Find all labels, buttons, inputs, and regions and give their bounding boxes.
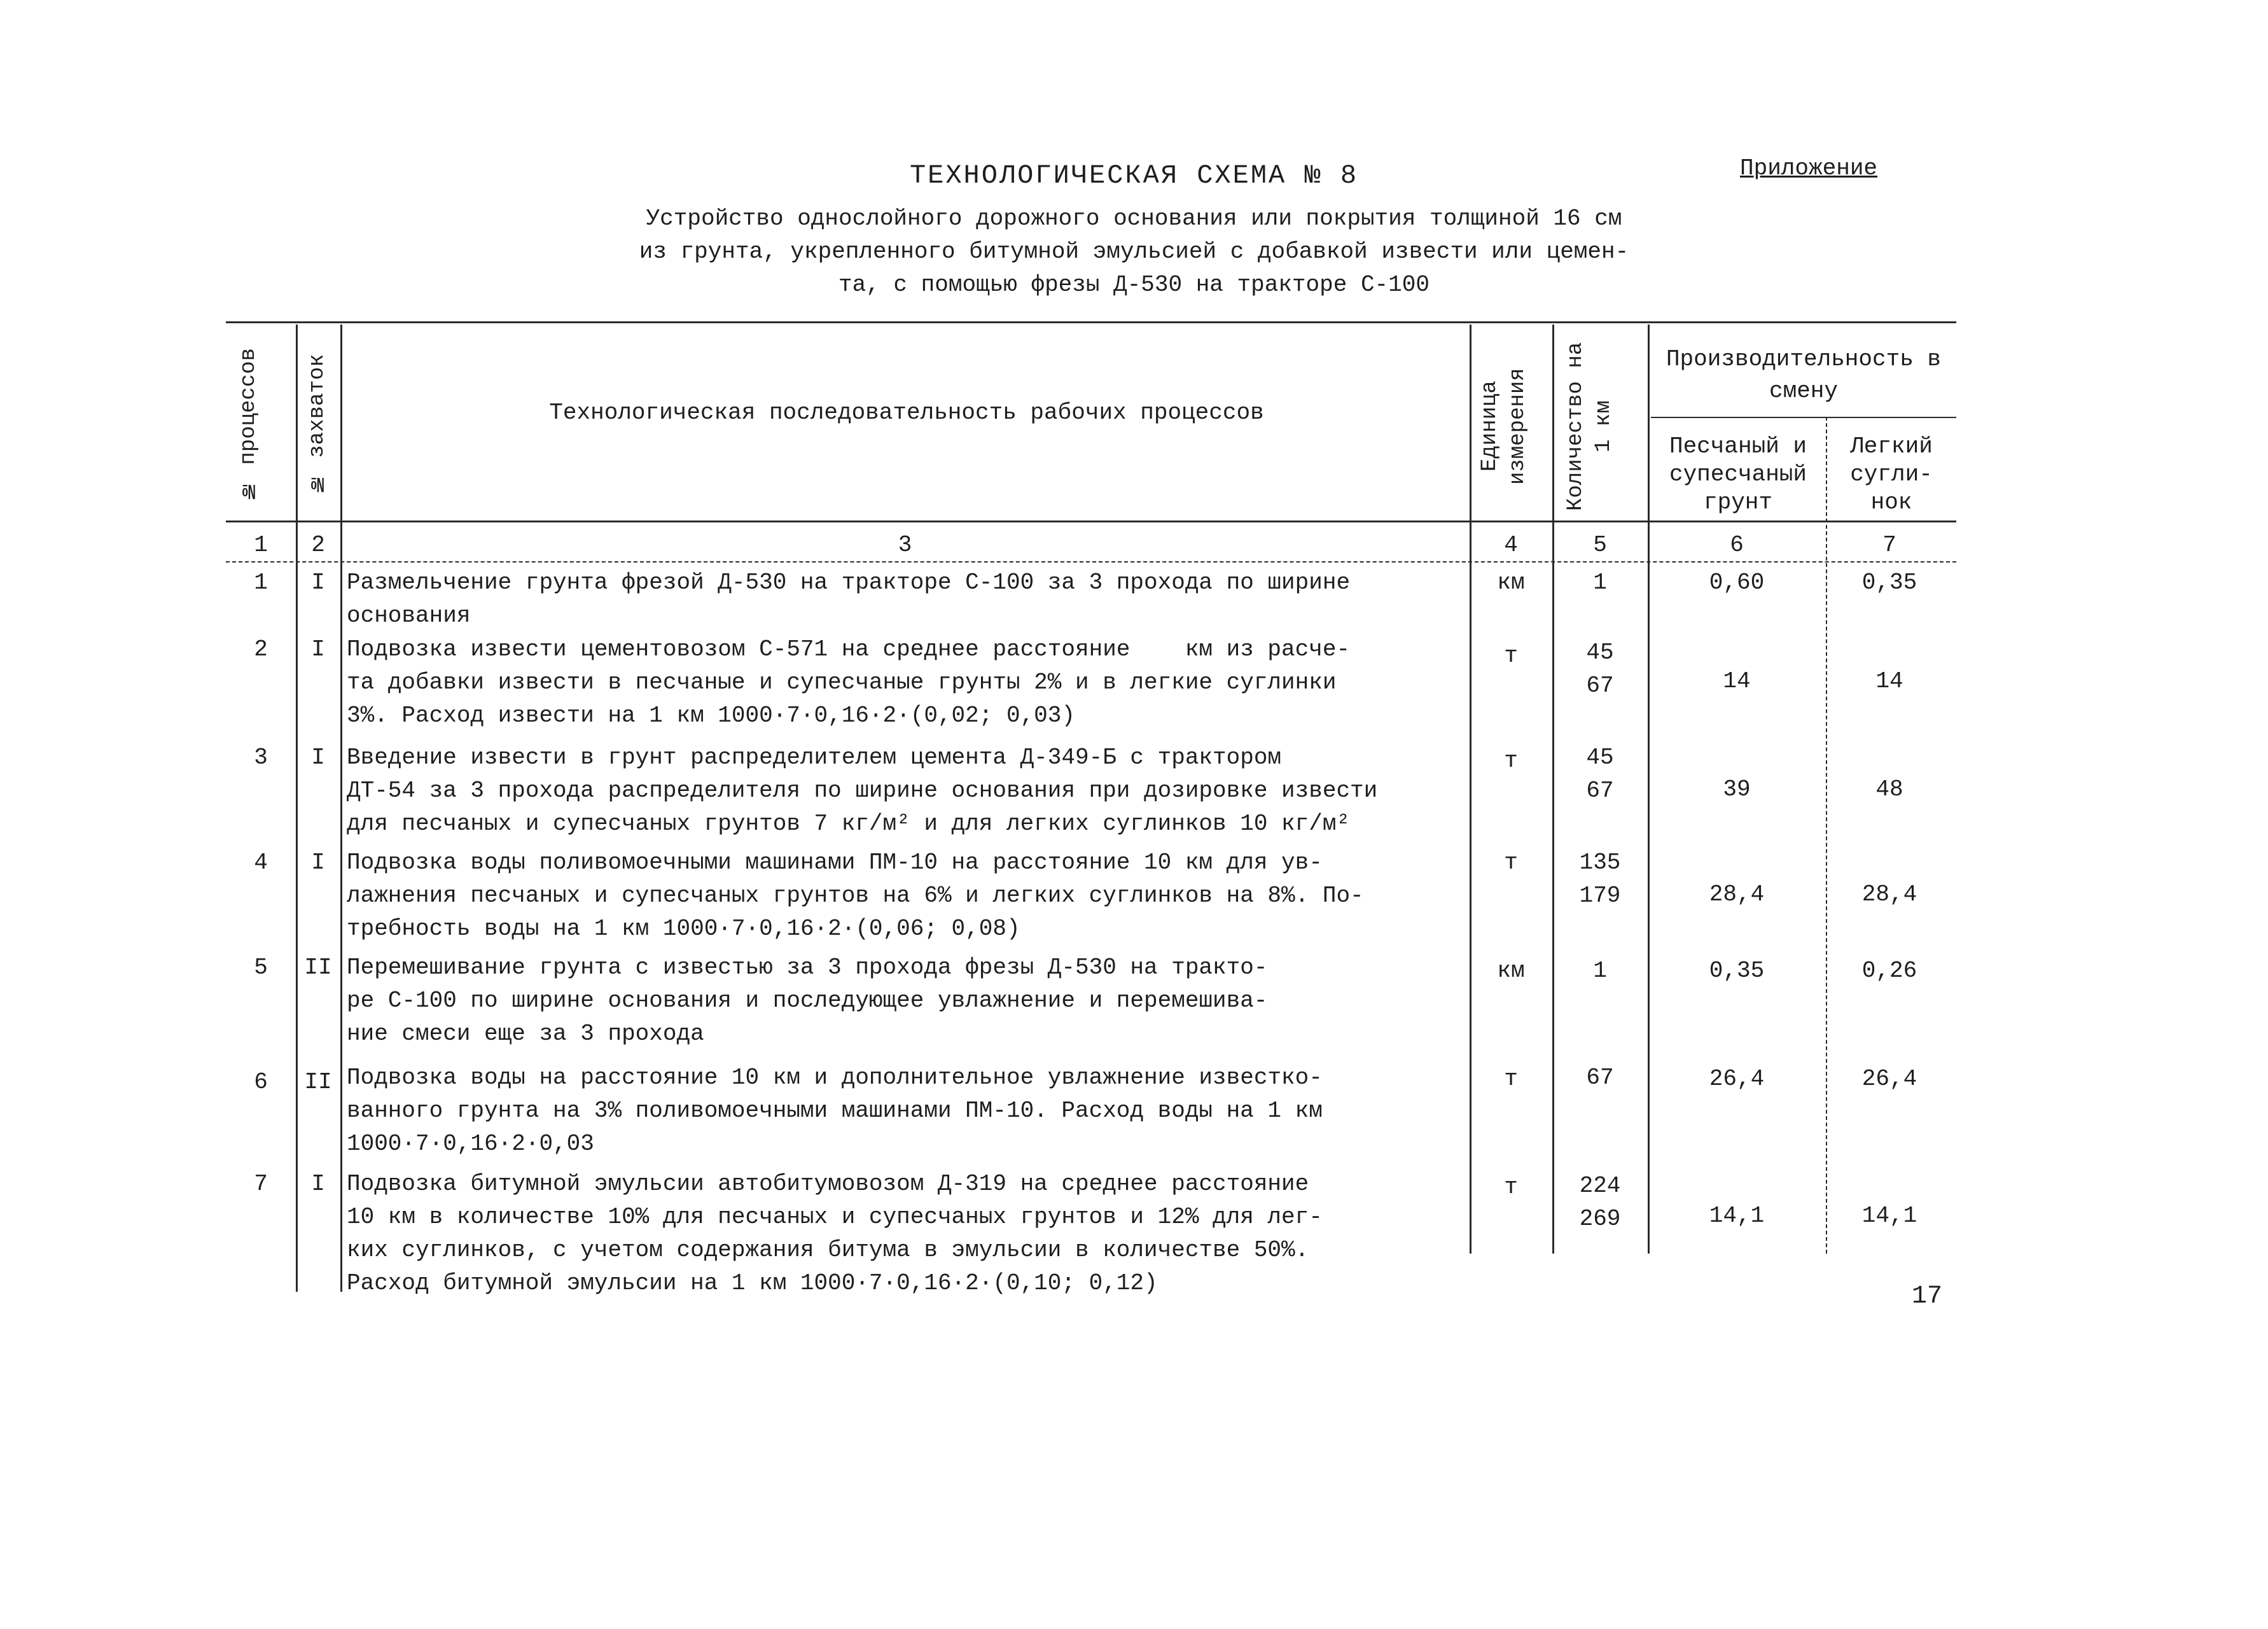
row-description: Подвозка извести цементовозом С-571 на среднее расстояние км из расче- та добавки извести в песчаные и супесчаные грунты 2% и в легкие суглинки 3%. Расход извести на 1 км 1000·7·0,16·2·(0,02; 0,03) [347, 636, 1351, 729]
row-process-no: 5 [254, 954, 268, 981]
column-number: 3 [898, 532, 912, 558]
row-description: Подвозка воды на расстояние 10 км и дополнительное увлажнение известко- ванного грунта на 3% поливомоечными машинами ПМ-10. Расход воды на 1 км 1000·7·0,16·2·0,03 [347, 1065, 1323, 1157]
row-productivity-loam: 14 [1875, 668, 1903, 694]
row-stage-no: I [311, 1171, 325, 1197]
column-number: 1 [254, 532, 268, 558]
column-number: 7 [1882, 532, 1896, 558]
row-productivity-sandy: 14 [1723, 668, 1751, 694]
row-productivity-loam: 14,1 [1861, 1203, 1917, 1229]
row-stage-no: I [311, 849, 325, 876]
header-bottom-rule [226, 521, 1956, 522]
row-productivity-sandy: 0,35 [1709, 958, 1765, 984]
row-process-no: 6 [254, 1069, 268, 1095]
row-process-no: 2 [254, 636, 268, 662]
row-productivity-loam: 26,4 [1861, 1066, 1917, 1092]
row-process-no: 1 [254, 570, 268, 596]
column-number: 2 [311, 532, 325, 558]
row-quantity: 1 [1593, 958, 1607, 984]
row-unit: т [1504, 1066, 1518, 1092]
subtitle-line: Устройство однослойного дорожного основания или покрытия толщиной 16 см [646, 206, 1622, 232]
column-number: 4 [1504, 532, 1518, 558]
row-unit: км [1497, 958, 1525, 984]
col-divider-1 [296, 325, 298, 1292]
row-description: Подвозка битумной эмульсии автобитумовозом Д-319 на среднее расстояние 10 км в количестве 10% для песчаных и супесчаных грунтов и 12% для лег- ких суглинков, с учетом содержания битума в эмульсии в количестве 50%. Расход битумной эмульсии на 1 км 1000·7·0,16·2·(0,10; 0,12) [347, 1171, 1323, 1296]
row-quantity: 67 [1586, 1065, 1614, 1091]
subtitle-line: из грунта, укрепленного битумной эмульсией с добавкой извести или цемен- [639, 239, 1629, 265]
row-productivity-loam: 0,26 [1861, 958, 1917, 984]
col-divider-3 [1470, 325, 1471, 1254]
row-productivity-loam: 48 [1875, 776, 1903, 802]
row-productivity-sandy: 0,60 [1709, 570, 1765, 596]
row-productivity-sandy: 39 [1723, 776, 1751, 802]
row-description: Введение извести в грунт распределителем цемента Д-349-Б с трактором ДТ-54 за 3 прохода распределителя по ширине основания при дозировке извести для песчаных и супесчаных грунтов 7 кг/м² и для легких суглинков 10 кг/м² [347, 745, 1378, 837]
row-unit: т [1504, 1174, 1518, 1200]
row-unit: т [1504, 748, 1518, 774]
header-unit: Единица измерения [1478, 368, 1530, 485]
header-light-loam: Легкий сугли- нок [1850, 433, 1933, 515]
row-stage-no: II [304, 1069, 332, 1095]
row-productivity-sandy: 28,4 [1709, 881, 1765, 907]
row-quantity: 45 67 [1586, 640, 1614, 699]
column-number-rule [226, 561, 1956, 563]
header-sequence: Технологическая последовательность рабочих процессов [549, 400, 1264, 426]
row-process-no: 7 [254, 1171, 268, 1197]
column-number: 6 [1730, 532, 1744, 558]
row-description: Перемешивание грунта с известью за 3 прохода фрезы Д-530 на тракто- ре С-100 по ширине основания и последующее увлажнение и перемешива- ние смеси еще за 3 прохода [347, 954, 1268, 1047]
row-unit: т [1504, 849, 1518, 876]
header-quantity: Количество на 1 км [1564, 342, 1616, 511]
subtitle-line: та, с помощью фрезы Д-530 на тракторе С-100 [838, 272, 1430, 298]
row-process-no: 4 [254, 849, 268, 876]
annex-label: Приложение [1740, 155, 1878, 181]
document-title: ТЕХНОЛОГИЧЕСКАЯ СХЕМА № 8 [909, 160, 1359, 191]
row-stage-no: I [311, 745, 325, 771]
column-number: 5 [1593, 532, 1607, 558]
row-productivity-sandy: 14,1 [1709, 1203, 1765, 1229]
document-subtitle [0, 202, 2268, 302]
row-quantity: 135 179 [1579, 849, 1621, 909]
row-stage-no: I [311, 570, 325, 596]
header-sandy-soil: Песчаный и супесчаный грунт [1669, 433, 1807, 515]
header-stage-no: № захваток [305, 354, 330, 496]
row-quantity: 224 269 [1579, 1173, 1621, 1232]
table-top-rule [226, 321, 1956, 323]
row-stage-no: I [311, 636, 325, 662]
page-number: 17 [1912, 1282, 1943, 1311]
header-process-no: № процессов [237, 347, 261, 502]
row-quantity: 45 67 [1586, 745, 1614, 804]
row-productivity-loam: 0,35 [1861, 570, 1917, 596]
row-productivity-sandy: 26,4 [1709, 1066, 1765, 1092]
row-description: Размельчение грунта фрезой Д-530 на тракторе С-100 за 3 прохода по ширине основания [347, 570, 1351, 629]
col-divider-2 [340, 325, 342, 1292]
row-quantity: 1 [1593, 570, 1607, 596]
row-unit: км [1497, 570, 1525, 596]
row-productivity-loam: 28,4 [1861, 881, 1917, 907]
row-process-no: 3 [254, 745, 268, 771]
row-unit: т [1504, 643, 1518, 669]
subheader-rule [1651, 417, 1956, 418]
header-productivity: Производительность в смену [1666, 346, 1942, 404]
row-stage-no: II [304, 954, 332, 981]
row-description: Подвозка воды поливомоечными машинами ПМ-10 на расстояние 10 км для ув- лажнения песчаных и супесчаных грунтов на 6% и легких суглинков на 8%. По- требность воды на 1 км 1000·7·0,16·2·(0,06; 0,08) [347, 849, 1364, 942]
